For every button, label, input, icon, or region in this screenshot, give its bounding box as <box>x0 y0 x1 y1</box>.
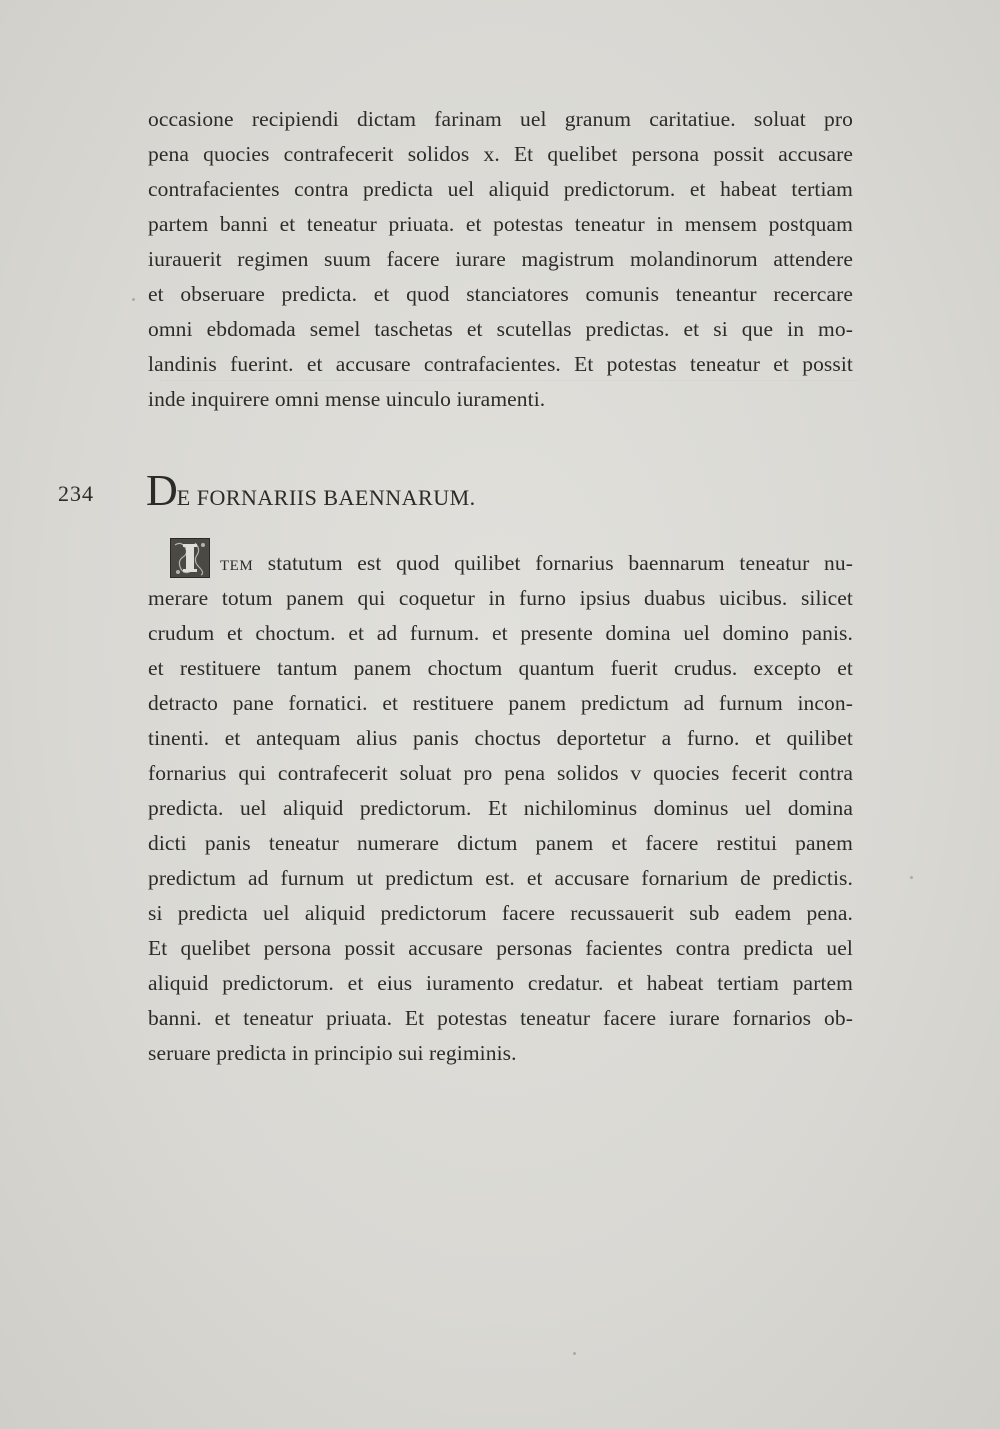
paragraph2-line: aliquid predictorum. et eius iuramento credatur. et habeat tertiam partem <box>148 971 853 995</box>
paragraph2-line: detracto pane fornatici. et restituere panem predictum ad furnum incon- <box>148 691 853 715</box>
heading-text: FORNARIIS BAENNARUM. <box>190 485 476 510</box>
paper-speck <box>910 876 913 879</box>
paragraph1-line: landinis fuerint. et accusare contrafacientes. Et potestas teneatur et possit <box>148 352 853 376</box>
paragraph2-line: si predicta uel aliquid predictorum facere recussauerit sub eadem pena. <box>148 901 853 925</box>
heading-initial-small: E <box>176 485 191 510</box>
heading-initial: D <box>146 466 177 515</box>
paragraph2-line: seruare predicta in principio sui regiminis. <box>148 1041 517 1065</box>
paragraph2-line: dicti panis teneatur numerare dictum panem et facere restitui panem <box>148 831 853 855</box>
paragraph2-line: merare totum panem qui coquetur in furno ipsius duabus uicibus. silicet <box>148 586 853 610</box>
section-heading <box>146 466 476 516</box>
small-caps-initial: TEM <box>220 558 254 574</box>
paragraph1-line: occasione recipiendi dictam farinam uel granum caritatiue. soluat pro <box>148 107 853 131</box>
paragraph1-line: inde inquirere omni mense uinculo iuramenti. <box>148 387 546 411</box>
paragraph2-line: et restituere tantum panem choctum quantum fuerit crudus. excepto et <box>148 656 853 680</box>
paragraph2-first-line <box>220 546 853 580</box>
paragraph1-line: contrafacientes contra predicta uel aliquid predictorum. et habeat tertiam <box>148 177 853 201</box>
paragraph1-line: pena quocies contrafecerit solidos x. Et quelibet persona possit accusare <box>148 142 853 166</box>
decorated-initial-icon <box>170 538 210 578</box>
paragraph2-line: crudum et choctum. et ad furnum. et presente domina uel domino panis. <box>148 621 853 645</box>
paragraph2-first-line-text: statutum est quod quilibet fornarius baennarum teneatur nu- <box>253 551 853 575</box>
paragraph2-line: predicta. uel aliquid predictorum. Et nichilominus dominus uel domina <box>148 796 853 820</box>
margin-number: 234 <box>58 481 94 506</box>
paper-speck <box>573 1352 576 1355</box>
paragraph2-line: fornarius qui contrafecerit soluat pro pena solidos v quocies fecerit contra <box>148 761 853 785</box>
paragraph2-line: predictum ad furnum ut predictum est. et accusare fornarium de predictis. <box>148 866 853 890</box>
paragraph1-line: omni ebdomada semel taschetas et scutellas predictas. et si que in mo- <box>148 317 853 341</box>
paragraph1-line: partem banni et teneatur priuata. et potestas teneatur in mensem postquam <box>148 212 853 236</box>
paragraph2-line: banni. et teneatur priuata. Et potestas teneatur facere iurare fornarios ob- <box>148 1006 853 1030</box>
paragraph1-line: iurauerit regimen suum facere iurare magistrum molandinorum attendere <box>148 247 853 271</box>
paragraph2-line: Et quelibet persona possit accusare personas facientes contra predicta uel <box>148 936 853 960</box>
paper-speck <box>132 298 135 301</box>
paragraph1-line: et obseruare predicta. et quod stanciatores comunis teneantur recercare <box>148 282 853 306</box>
paragraph2-line: tinenti. et antequam alius panis choctus deportetur a furno. et quilibet <box>148 726 853 750</box>
